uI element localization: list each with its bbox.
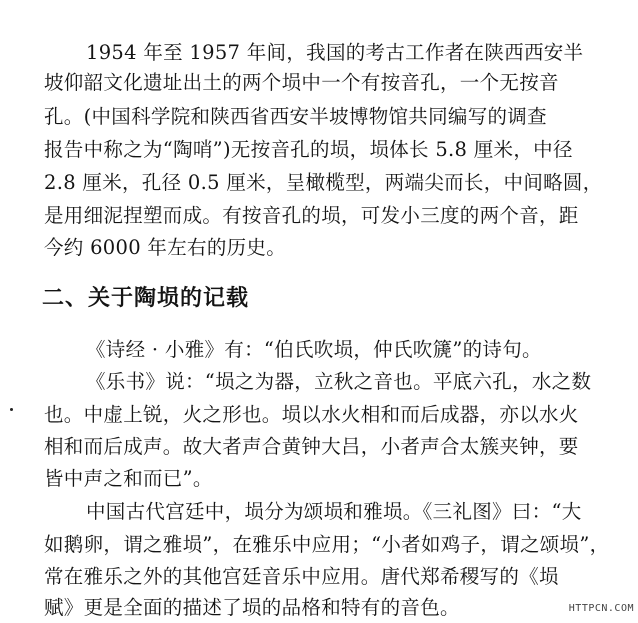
scan-speck [10,408,13,411]
paragraph-1-line-1: 1954 年至 1957 年间，我国的考古工作者在陕西西安半 [86,41,584,64]
watermark: HTTPCN.COM [568,603,634,614]
paragraph-1-line-7: 今约 6000 年左右的历史。 [44,236,287,259]
paragraph-4-line-1: 中国古代宫廷中，埙分为颂埙和雅埙。《三礼图》曰：“大 [86,500,582,523]
paragraph-4-line-4: 赋》更是全面的描述了埙的品格和特有的音色。 [44,596,460,619]
paragraph-3-line-3: 相和而后成声。故大者声合黄钟大吕，小者声合太簇夹钟，要 [44,435,579,458]
paragraph-4-line-3: 常在雅乐之外的其他宫廷音乐中应用。唐代郑希稷写的《埙 [44,565,559,588]
paragraph-1-line-3: 孔。(中国科学院和陕西省西安半坡博物馆共同编写的调查 [44,105,547,128]
paragraph-3-line-1: 《乐书》说：“埙之为器，立秋之音也。平底六孔，水之数 [86,370,592,393]
paragraph-3-line-2: 也。中虚上锐，火之形也。埙以水火相和而后成器，亦以水火 [44,403,579,426]
paragraph-1-line-4: 报告中称之为“陶哨”)无按音孔的埙，埙体长 5.8 厘米，中径 [44,138,573,161]
section-heading: 二、关于陶埙的记载 [42,285,250,311]
paragraph-1-line-6: 是用细泥捏塑而成。有按音孔的埙，可发小三度的两个音，距 [44,204,579,227]
paragraph-3-line-4: 皆中声之和而已”。 [44,467,213,490]
paragraph-2-line-1: 《诗经 · 小雅》有：“伯氏吹埙，仲氏吹篪”的诗句。 [86,338,542,361]
paragraph-1-line-5: 2.8 厘米，孔径 0.5 厘米，呈橄榄型，两端尖而长，中间略圆， [44,171,603,194]
paragraph-4-line-2: 如鹅卵，谓之雅埙”，在雅乐中应用；“小者如鸡子，谓之颂埙”， [44,533,610,556]
paragraph-1-line-2: 坡仰韶文化遗址出土的两个埙中一个有按音孔，一个无按音 [44,71,559,94]
